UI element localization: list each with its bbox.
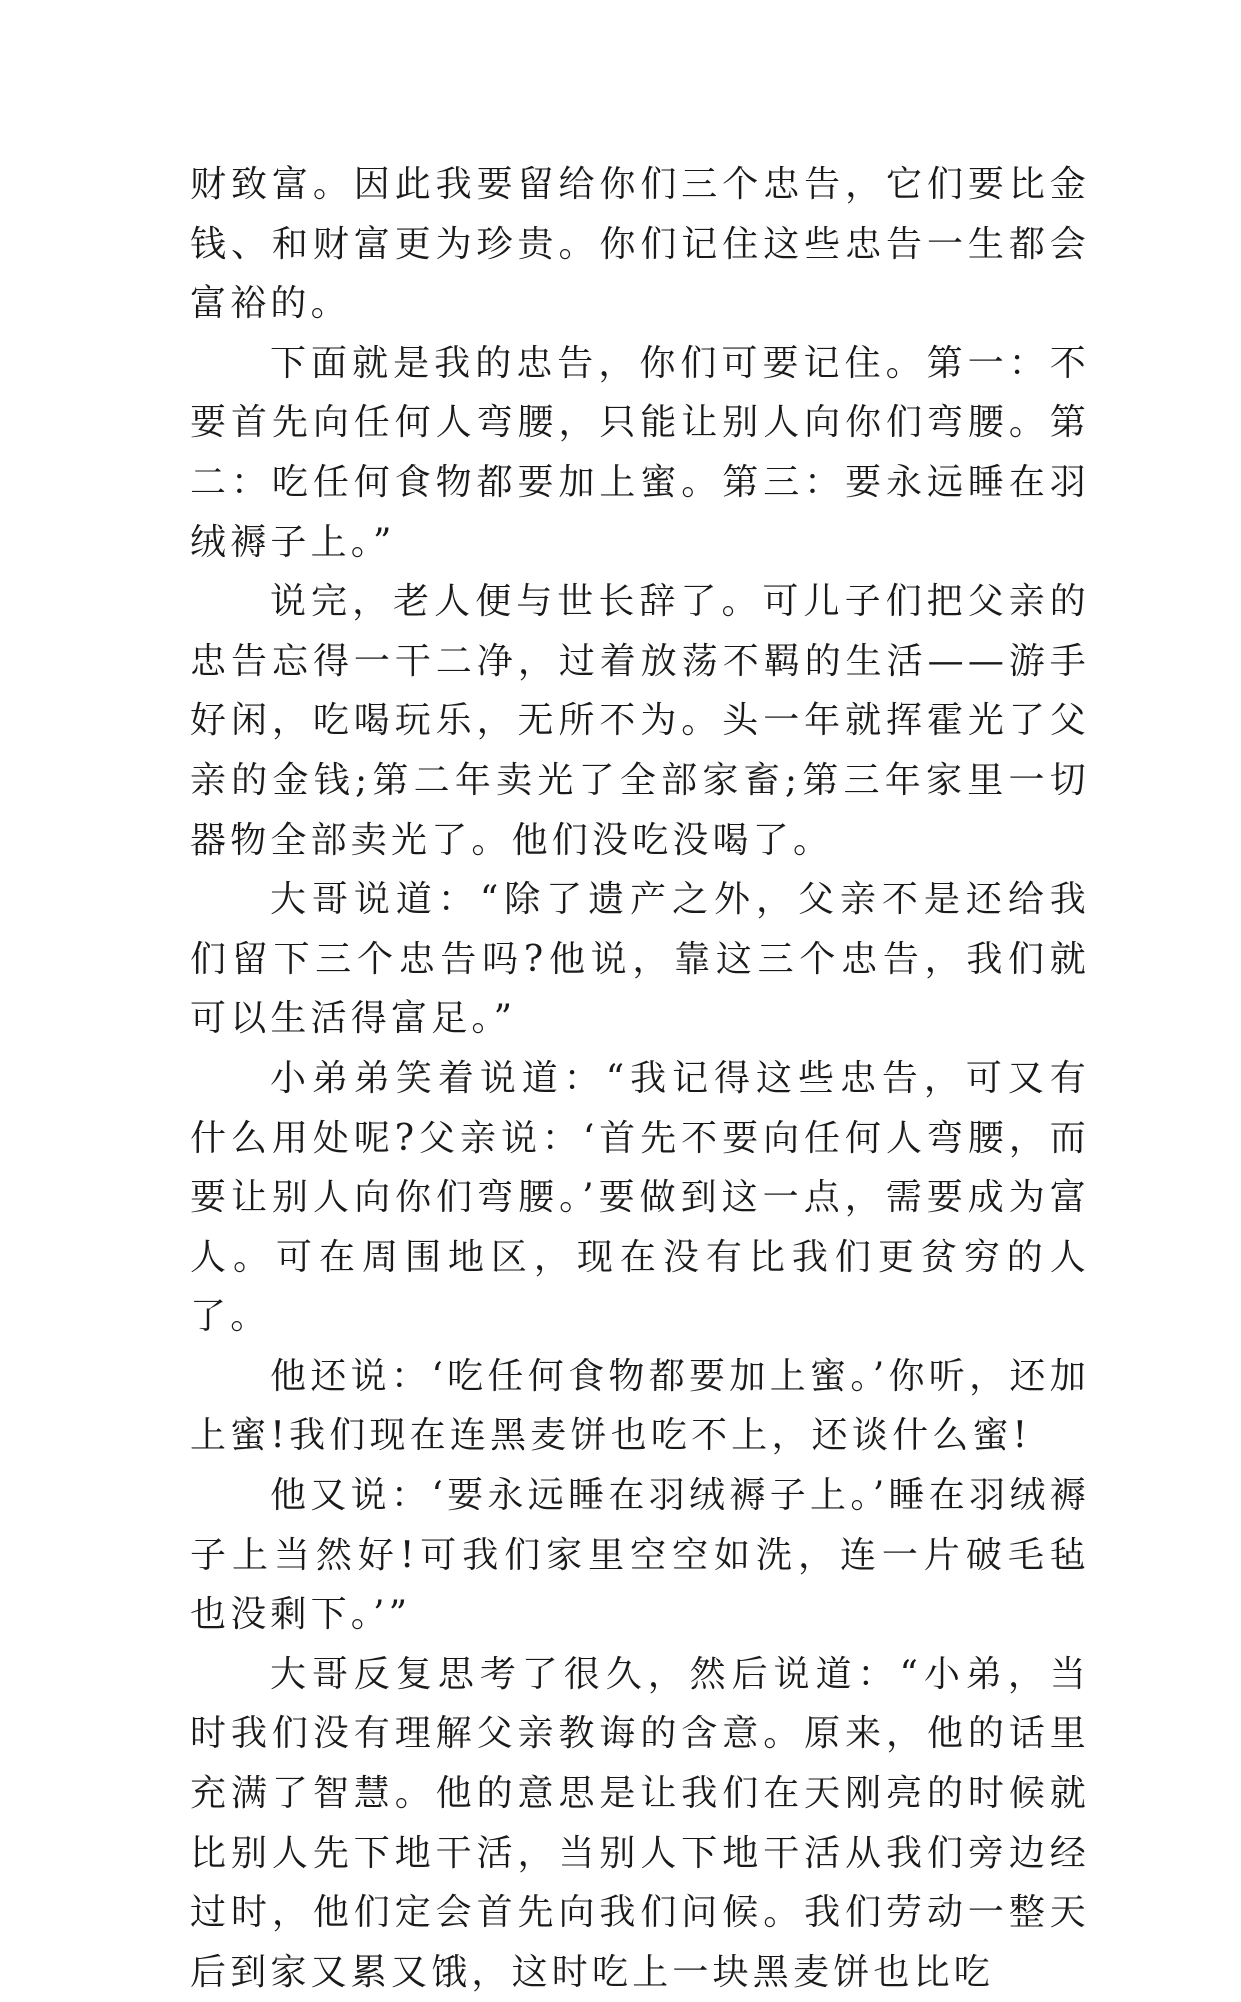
paragraph-7: 他又说：‘要永远睡在羽绒褥子上。’睡在羽绒褥子上当然好!可我们家里空空如洗，连一片破毛毡也没剩下。’” [190,1475,1090,1636]
paragraph-6: 他还说：‘吃任何食物都要加上蜜。’你听，还加上蜜!我们现在连黑麦饼也吃不上，还谈什么蜜! [190,1355,1090,1457]
paragraph-2: 下面就是我的忠告，你们可要记住。第一：不要首先向任何人弯腰，只能让别人向你们弯腰。第二：吃任何食物都要加上蜜。第三：要永远睡在羽绒褥子上。” [190,342,1090,563]
body-text [190,155,1090,2002]
paragraph-3: 说完，老人便与世长辞了。可儿子们把父亲的忠告忘得一干二净，过着放荡不羁的生活——游手好闲，吃喝玩乐，无所不为。头一年就挥霍光了父亲的金钱;第二年卖光了全部家畜;第三年家里一切器物全部卖光了。他们没吃没喝了。 [190,581,1090,861]
paragraph-5: 小弟弟笑着说道：“我记得这些忠告，可又有什么用处呢?父亲说：‘首先不要向任何人弯腰，而要让别人向你们弯腰。’要做到这一点，需要成为富人。可在周围地区，现在没有比我们更贫穷的人了。 [190,1057,1090,1338]
paragraph-4: 大哥说道：“除了遗产之外，父亲不是还给我们留下三个忠告吗?他说，靠这三个忠告，我们就可以生活得富足。” [190,879,1090,1040]
paragraph-1: 财致富。因此我要留给你们三个忠告，它们要比金钱、和财富更为珍贵。你们记住这些忠告一生都会富裕的。 [190,164,1090,325]
paragraph-8: 大哥反复思考了很久，然后说道：“小弟，当时我们没有理解父亲教诲的含意。原来，他的话里充满了智慧。他的意思是让我们在天刚亮的时候就比别人先下地干活，当别人下地干活从我们旁边经过时，他们定会首先向我们问候。我们劳动一整天后到家又累又饿，这时吃上一块黑麦饼也比吃 [190,1653,1090,1993]
